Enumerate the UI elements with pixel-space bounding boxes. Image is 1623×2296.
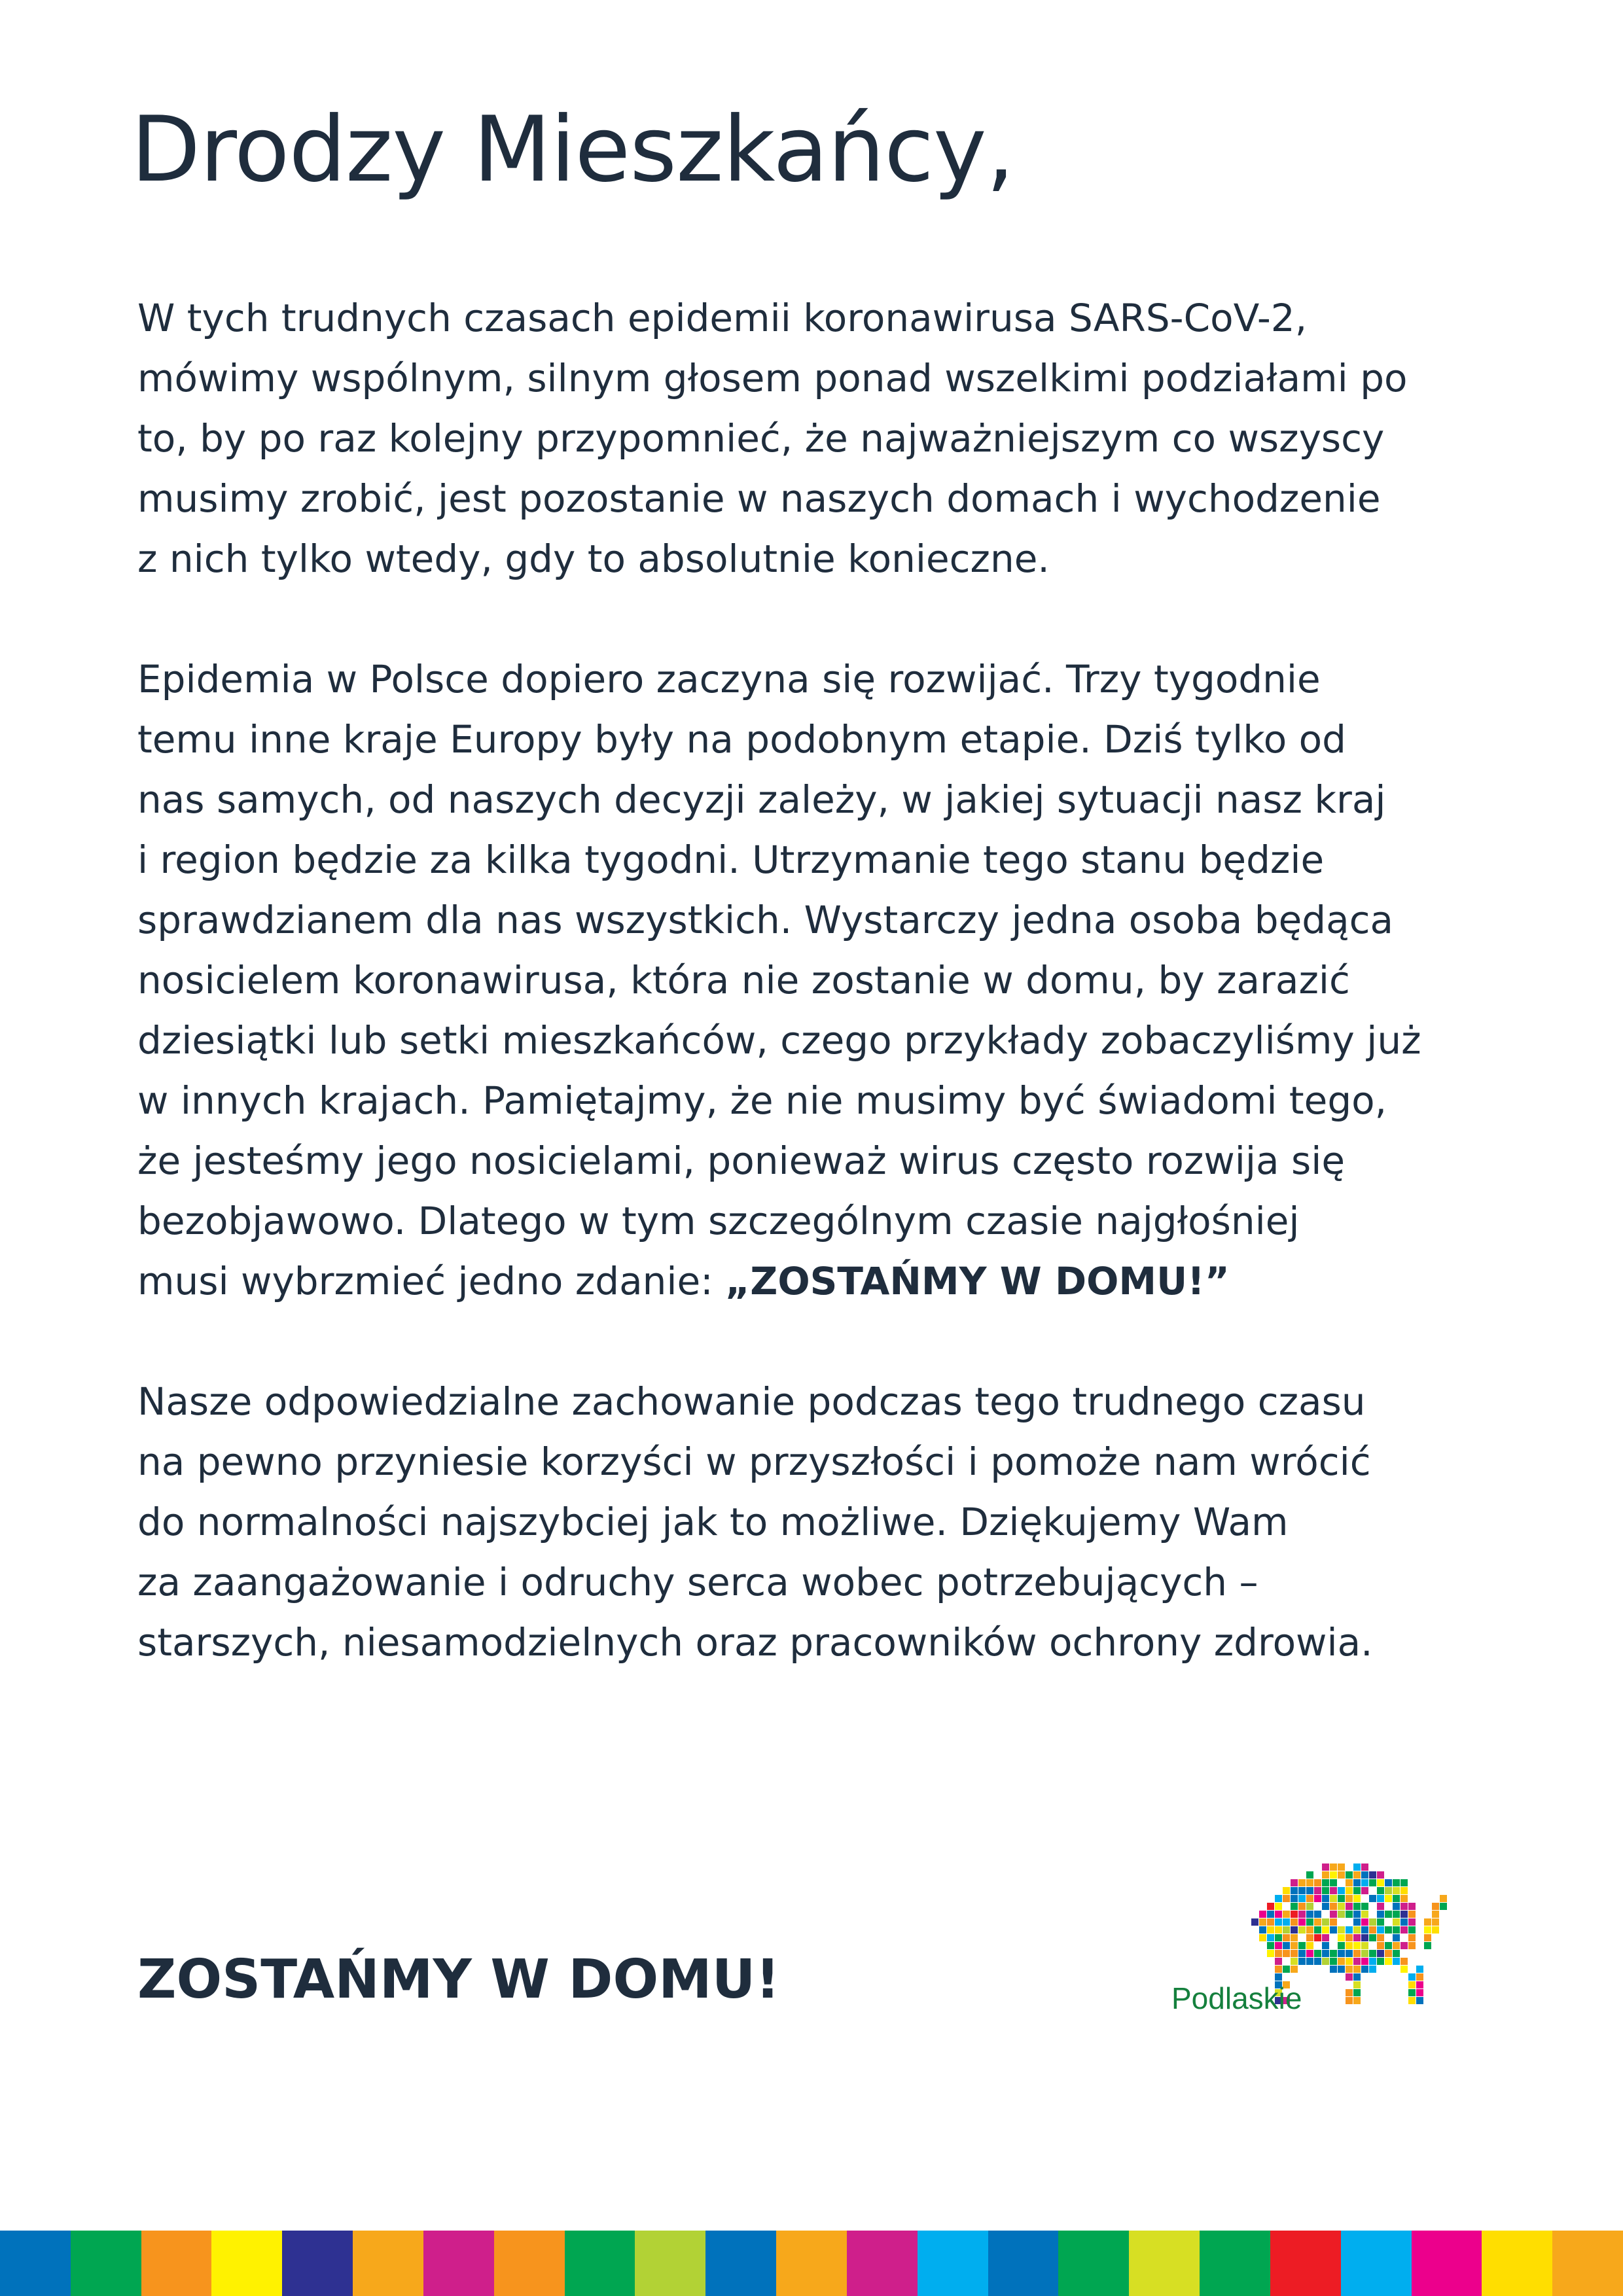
color-stripe bbox=[1200, 2231, 1270, 2296]
logo-pixel bbox=[1298, 1911, 1306, 1918]
logo-pixel bbox=[1408, 1973, 1416, 1981]
logo-pixel bbox=[1283, 1966, 1290, 1973]
logo-pixel bbox=[1369, 1918, 1376, 1926]
logo-pixel bbox=[1408, 1942, 1416, 1949]
logo-pixel bbox=[1393, 1934, 1400, 1941]
logo-pixel bbox=[1338, 1863, 1345, 1871]
logo-pixel bbox=[1424, 1942, 1431, 1949]
logo-pixel bbox=[1416, 1981, 1423, 1988]
logo-pixel bbox=[1393, 1950, 1400, 1957]
logo-pixel bbox=[1346, 1903, 1353, 1910]
logo-pixel bbox=[1346, 1958, 1353, 1965]
text-line: w innych krajach. Pamiętajmy, że nie musimy być świadomi tego, bbox=[137, 1078, 1387, 1123]
logo-pixel bbox=[1424, 1926, 1431, 1934]
logo-pixel bbox=[1377, 1887, 1384, 1894]
logo-pixel bbox=[1361, 1934, 1368, 1941]
logo-pixel bbox=[1322, 1879, 1329, 1886]
logo-pixel bbox=[1267, 1942, 1274, 1949]
logo-pixel bbox=[1275, 1911, 1282, 1918]
color-stripe bbox=[423, 2231, 494, 2296]
logo-pixel bbox=[1432, 1926, 1439, 1934]
logo-pixel bbox=[1267, 1950, 1274, 1957]
logo-pixel bbox=[1314, 1950, 1321, 1957]
text-line: z nich tylko wtedy, gdy to absolutnie konieczne. bbox=[137, 537, 1050, 581]
logo-pixel bbox=[1424, 1918, 1431, 1926]
podlaskie-logo bbox=[1165, 1858, 1479, 2015]
logo-pixel bbox=[1298, 1895, 1306, 1902]
logo-pixel bbox=[1259, 1926, 1266, 1934]
logo-pixel bbox=[1408, 1989, 1416, 1996]
logo-pixel bbox=[1291, 1950, 1298, 1957]
text-line: nas samych, od naszych decyzji zależy, w jakiej sytuacji nasz kraj bbox=[137, 777, 1386, 822]
color-stripe bbox=[211, 2231, 282, 2296]
logo-pixel bbox=[1377, 1911, 1384, 1918]
logo-pixel bbox=[1306, 1942, 1313, 1949]
logo-pixel bbox=[1322, 1926, 1329, 1934]
letter-body bbox=[137, 288, 1499, 1672]
logo-pixel bbox=[1322, 1903, 1329, 1910]
logo-pixel bbox=[1369, 1950, 1376, 1957]
logo-pixel bbox=[1322, 1942, 1329, 1949]
logo-pixel bbox=[1369, 1958, 1376, 1965]
logo-pixel bbox=[1330, 1950, 1337, 1957]
logo-pixel bbox=[1322, 1958, 1329, 1965]
logo-pixel bbox=[1330, 1871, 1337, 1879]
logo-pixel bbox=[1322, 1887, 1329, 1894]
logo-pixel bbox=[1291, 1918, 1298, 1926]
logo-pixel bbox=[1298, 1887, 1306, 1894]
logo-pixel bbox=[1361, 1942, 1368, 1949]
logo-pixel bbox=[1330, 1911, 1337, 1918]
logo-pixel bbox=[1306, 1879, 1313, 1886]
color-stripe bbox=[988, 2231, 1059, 2296]
logo-pixel bbox=[1369, 1926, 1376, 1934]
logo-pixel bbox=[1330, 1863, 1337, 1871]
logo-pixel bbox=[1346, 1973, 1353, 1981]
text-line: mówimy wspólnym, silnym głosem ponad wszelkimi podziałami po bbox=[137, 356, 1408, 400]
color-stripe bbox=[1552, 2231, 1623, 2296]
logo-pixel bbox=[1330, 1903, 1337, 1910]
logo-pixel bbox=[1400, 1942, 1408, 1949]
logo-pixel bbox=[1314, 1958, 1321, 1965]
logo-pixel bbox=[1432, 1911, 1439, 1918]
logo-pixel bbox=[1416, 1973, 1423, 1981]
logo-pixel bbox=[1369, 1879, 1376, 1886]
logo-pixel bbox=[1330, 1887, 1337, 1894]
logo-pixel bbox=[1267, 1926, 1274, 1934]
logo-pixel bbox=[1353, 1903, 1361, 1910]
color-stripe bbox=[353, 2231, 423, 2296]
text-line: że jesteśmy jego nosicielami, ponieważ wirus często rozwija się bbox=[137, 1139, 1346, 1183]
logo-pixel bbox=[1416, 1989, 1423, 1996]
logo-pixel bbox=[1314, 1918, 1321, 1926]
logo-pixel bbox=[1361, 1887, 1368, 1894]
logo-pixel bbox=[1393, 1895, 1400, 1902]
logo-pixel bbox=[1322, 1863, 1329, 1871]
logo-pixel bbox=[1393, 1926, 1400, 1934]
logo-pixel bbox=[1275, 1926, 1282, 1934]
color-stripe bbox=[776, 2231, 847, 2296]
logo-pixel bbox=[1306, 1887, 1313, 1894]
logo-pixel bbox=[1393, 1942, 1400, 1949]
logo-pixel bbox=[1353, 1942, 1361, 1949]
logo-pixel bbox=[1377, 1918, 1384, 1926]
logo-pixel bbox=[1353, 1895, 1361, 1902]
paragraph-3 bbox=[137, 1371, 1499, 1672]
logo-pixel bbox=[1377, 1895, 1384, 1902]
logo-pixel bbox=[1416, 1997, 1423, 2004]
logo-pixel bbox=[1322, 1871, 1329, 1879]
logo-pixel bbox=[1267, 1918, 1274, 1926]
logo-pixel bbox=[1353, 1934, 1361, 1941]
logo-pixel bbox=[1330, 1958, 1337, 1965]
slogan: ZOSTAŃMY W DOMU! bbox=[137, 1949, 780, 2011]
logo-pixel bbox=[1314, 1934, 1321, 1941]
logo-label: Podlaskie bbox=[1171, 1981, 1302, 2015]
logo-pixel bbox=[1385, 1895, 1392, 1902]
logo-pixel bbox=[1408, 1918, 1416, 1926]
logo-pixel bbox=[1322, 1895, 1329, 1902]
logo-pixel bbox=[1291, 1887, 1298, 1894]
logo-pixel bbox=[1330, 1879, 1337, 1886]
logo-pixel bbox=[1283, 1950, 1290, 1957]
logo-pixel bbox=[1259, 1911, 1266, 1918]
logo-pixel bbox=[1393, 1903, 1400, 1910]
logo-pixel bbox=[1267, 1903, 1274, 1910]
color-stripe bbox=[494, 2231, 565, 2296]
logo-pixel bbox=[1353, 1966, 1361, 1973]
logo-pixel bbox=[1400, 1926, 1408, 1934]
logo-pixel bbox=[1338, 1911, 1345, 1918]
color-stripe bbox=[1412, 2231, 1482, 2296]
text-line: sprawdzianem dla nas wszystkich. Wystarczy jedna osoba będąca bbox=[137, 898, 1394, 942]
logo-pixel bbox=[1361, 1958, 1368, 1965]
logo-pixel bbox=[1338, 1966, 1345, 1973]
logo-pixel bbox=[1424, 1934, 1431, 1941]
logo-pixel bbox=[1353, 1926, 1361, 1934]
logo-pixel bbox=[1361, 1950, 1368, 1957]
logo-pixel bbox=[1400, 1918, 1408, 1926]
logo-pixel bbox=[1400, 1958, 1408, 1965]
color-stripe bbox=[1341, 2231, 1412, 2296]
logo-pixel bbox=[1377, 1942, 1384, 1949]
logo-pixel bbox=[1346, 1895, 1353, 1902]
logo-pixel bbox=[1283, 1911, 1290, 1918]
logo-pixel bbox=[1298, 1918, 1306, 1926]
color-stripe bbox=[705, 2231, 776, 2296]
logo-pixel bbox=[1346, 1966, 1353, 1973]
logo-pixel bbox=[1361, 1871, 1368, 1879]
logo-pixel bbox=[1346, 1950, 1353, 1957]
logo-pixel bbox=[1369, 1871, 1376, 1879]
logo-pixel bbox=[1361, 1966, 1368, 1973]
text-line: na pewno przyniesie korzyści w przyszłości i pomoże nam wrócić bbox=[137, 1439, 1371, 1484]
logo-pixel bbox=[1361, 1903, 1368, 1910]
logo-pixel bbox=[1361, 1879, 1368, 1886]
text-line: i region będzie za kilka tygodni. Utrzymanie tego stanu będzie bbox=[137, 838, 1325, 882]
logo-pixel bbox=[1346, 1871, 1353, 1879]
logo-pixel bbox=[1385, 1942, 1392, 1949]
logo-pixel bbox=[1338, 1895, 1345, 1902]
logo-pixel bbox=[1338, 1958, 1345, 1965]
text-line: dziesiątki lub setki mieszkańców, czego przykłady zobaczyliśmy już bbox=[137, 1018, 1421, 1063]
logo-pixel bbox=[1400, 1966, 1408, 1973]
logo-pixel bbox=[1400, 1895, 1408, 1902]
logo-pixel bbox=[1330, 1895, 1337, 1902]
logo-pixel bbox=[1346, 1934, 1353, 1941]
logo-pixel bbox=[1291, 1879, 1298, 1886]
logo-pixel bbox=[1377, 1871, 1384, 1879]
logo-pixel bbox=[1361, 1918, 1368, 1926]
logo-pixel bbox=[1275, 1973, 1282, 1981]
logo-pixel bbox=[1298, 1950, 1306, 1957]
color-stripe bbox=[1058, 2231, 1129, 2296]
logo-pixel bbox=[1275, 1942, 1282, 1949]
logo-pixel bbox=[1275, 1934, 1282, 1941]
logo-pixel bbox=[1322, 1934, 1329, 1941]
logo-pixel bbox=[1353, 1989, 1361, 1996]
logo-pixel bbox=[1393, 1958, 1400, 1965]
logo-pixel bbox=[1346, 1911, 1353, 1918]
logo-pixel bbox=[1377, 1950, 1384, 1957]
logo-pixel bbox=[1408, 1911, 1416, 1918]
logo-pixel bbox=[1338, 1887, 1345, 1894]
logo-pixel bbox=[1361, 1911, 1368, 1918]
logo-pixel bbox=[1400, 1879, 1408, 1886]
logo-pixel bbox=[1275, 1918, 1282, 1926]
logo-pixel bbox=[1314, 1926, 1321, 1934]
text-line: bezobjawowo. Dlatego w tym szczególnym czasie najgłośniej bbox=[137, 1199, 1300, 1243]
logo-pixel bbox=[1338, 1934, 1345, 1941]
logo-pixel bbox=[1298, 1926, 1306, 1934]
logo-pixel bbox=[1361, 1863, 1368, 1871]
logo-pixel bbox=[1267, 1934, 1274, 1941]
logo-pixel bbox=[1353, 1958, 1361, 1965]
logo-pixel bbox=[1393, 1918, 1400, 1926]
logo-pixel bbox=[1353, 1950, 1361, 1957]
text-line: nosicielem koronawirusa, która nie zostanie w domu, by zarazić bbox=[137, 958, 1350, 1002]
logo-pixel bbox=[1314, 1895, 1321, 1902]
logo-pixel bbox=[1408, 1997, 1416, 2004]
text-line-emphasis bbox=[137, 1251, 1499, 1311]
text-line-prefix: musi wybrzmieć jedno zdanie: bbox=[137, 1259, 726, 1303]
color-stripe bbox=[1482, 2231, 1552, 2296]
logo-pixel bbox=[1291, 1958, 1298, 1965]
paragraph-2 bbox=[137, 649, 1499, 1311]
logo-pixel bbox=[1338, 1871, 1345, 1879]
logo-pixel bbox=[1385, 1950, 1392, 1957]
logo-pixel bbox=[1353, 1918, 1361, 1926]
color-stripe-bar bbox=[0, 2231, 1623, 2296]
logo-pixel bbox=[1267, 1911, 1274, 1918]
logo-pixel bbox=[1306, 1950, 1313, 1957]
logo-pixel bbox=[1283, 1942, 1290, 1949]
logo-pixel bbox=[1385, 1879, 1392, 1886]
logo-pixel bbox=[1385, 1926, 1392, 1934]
logo-pixel bbox=[1306, 1911, 1313, 1918]
logo-pixel bbox=[1306, 1903, 1313, 1910]
logo-pixel bbox=[1346, 1887, 1353, 1894]
logo-pixel bbox=[1314, 1887, 1321, 1894]
logo-pixel bbox=[1353, 1863, 1361, 1871]
logo-pixel bbox=[1291, 1926, 1298, 1934]
logo-pixel bbox=[1385, 1911, 1392, 1918]
color-stripe bbox=[847, 2231, 918, 2296]
logo-pixel bbox=[1353, 1911, 1361, 1918]
logo-pixel bbox=[1283, 1934, 1290, 1941]
color-stripe bbox=[1270, 2231, 1341, 2296]
logo-pixel bbox=[1432, 1918, 1439, 1926]
logo-pixel bbox=[1377, 1934, 1384, 1941]
logo-pixel bbox=[1314, 1911, 1321, 1918]
stay-home-emphasis: „ZOSTAŃMY W DOMU!” bbox=[725, 1259, 1230, 1303]
logo-pixel bbox=[1330, 1926, 1337, 1934]
logo-pixel bbox=[1330, 1966, 1337, 1973]
color-stripe bbox=[141, 2231, 212, 2296]
logo-pixel bbox=[1408, 1903, 1416, 1910]
logo-pixel bbox=[1393, 1879, 1400, 1886]
logo-pixel bbox=[1369, 1934, 1376, 1941]
logo-pixel bbox=[1408, 1934, 1416, 1941]
color-stripe bbox=[0, 2231, 71, 2296]
paragraph-1 bbox=[137, 288, 1499, 589]
logo-pixel bbox=[1353, 1973, 1361, 1981]
logo-pixel bbox=[1298, 1903, 1306, 1910]
logo-pixel bbox=[1275, 1950, 1282, 1957]
logo-pixel bbox=[1408, 1926, 1416, 1934]
logo-pixel bbox=[1408, 1981, 1416, 1988]
logo-pixel bbox=[1306, 1871, 1313, 1879]
text-line: do normalności najszybciej jak to możliwe. Dziękujemy Wam bbox=[137, 1500, 1289, 1544]
color-stripe bbox=[565, 2231, 635, 2296]
logo-pixel bbox=[1275, 1966, 1282, 1973]
logo-pixel bbox=[1338, 1926, 1345, 1934]
logo-pixel bbox=[1346, 1989, 1353, 1996]
logo-pixel bbox=[1306, 1918, 1313, 1926]
logo-pixel bbox=[1400, 1887, 1408, 1894]
color-stripe bbox=[71, 2231, 141, 2296]
logo-pixel bbox=[1377, 1958, 1384, 1965]
text-line: starszych, niesamodzielnych oraz pracowników ochrony zdrowia. bbox=[137, 1620, 1373, 1665]
logo-pixel bbox=[1314, 1879, 1321, 1886]
text-line: W tych trudnych czasach epidemii koronawirusa SARS-CoV-2, bbox=[137, 296, 1308, 340]
text-line: temu inne kraje Europy były na podobnym etapie. Dziś tylko od bbox=[137, 717, 1346, 762]
logo-pixel bbox=[1346, 1879, 1353, 1886]
logo-pixel bbox=[1306, 1958, 1313, 1965]
logo-pixel bbox=[1259, 1918, 1266, 1926]
logo-pixel bbox=[1440, 1903, 1447, 1910]
page-title: Drodzy Mieszkańcy, bbox=[131, 97, 1014, 202]
logo-pixel bbox=[1275, 1895, 1282, 1902]
logo-pixel bbox=[1353, 1997, 1361, 2004]
logo-pixel bbox=[1377, 1879, 1384, 1886]
logo-pixel bbox=[1298, 1958, 1306, 1965]
logo-pixel bbox=[1393, 1887, 1400, 1894]
color-stripe bbox=[918, 2231, 988, 2296]
logo-pixel bbox=[1353, 1981, 1361, 1988]
logo-pixel bbox=[1400, 1911, 1408, 1918]
logo-pixel bbox=[1275, 1903, 1282, 1910]
logo-pixel bbox=[1283, 1887, 1290, 1894]
logo-pixel bbox=[1298, 1942, 1306, 1949]
text-line: za zaangażowanie i odruchy serca wobec potrzebujących – bbox=[137, 1560, 1258, 1604]
logo-pixel bbox=[1346, 1997, 1353, 2004]
logo-pixel bbox=[1306, 1934, 1313, 1941]
color-stripe bbox=[1129, 2231, 1200, 2296]
logo-pixel bbox=[1393, 1911, 1400, 1918]
logo-pixel bbox=[1338, 1903, 1345, 1910]
logo-pixel bbox=[1440, 1895, 1447, 1902]
color-stripe bbox=[635, 2231, 705, 2296]
text-line: musimy zrobić, jest pozostanie w naszych domach i wychodzenie bbox=[137, 476, 1381, 521]
logo-pixel bbox=[1291, 1934, 1298, 1941]
logo-pixel bbox=[1291, 1903, 1298, 1910]
logo-pixel bbox=[1353, 1879, 1361, 1886]
logo-pixel bbox=[1306, 1895, 1313, 1902]
logo-pixel bbox=[1400, 1903, 1408, 1910]
text-line: Epidemia w Polsce dopiero zaczyna się rozwijać. Trzy tygodnie bbox=[137, 657, 1321, 701]
logo-pixel bbox=[1322, 1950, 1329, 1957]
logo-pixel bbox=[1385, 1958, 1392, 1965]
logo-pixel bbox=[1369, 1895, 1376, 1902]
text-line: to, by po raz kolejny przypomnieć, że najważniejszym co wszyscy bbox=[137, 416, 1385, 461]
logo-pixel bbox=[1369, 1966, 1376, 1973]
logo-pixel bbox=[1283, 1895, 1290, 1902]
logo-pixel bbox=[1338, 1950, 1345, 1957]
logo-pixel bbox=[1377, 1926, 1384, 1934]
color-stripe bbox=[282, 2231, 353, 2296]
logo-pixel bbox=[1275, 1958, 1282, 1965]
logo-pixel bbox=[1416, 1966, 1423, 1973]
logo-pixel bbox=[1298, 1879, 1306, 1886]
logo-pixel bbox=[1346, 1926, 1353, 1934]
logo-pixel bbox=[1291, 1942, 1298, 1949]
logo-pixel bbox=[1432, 1903, 1439, 1910]
logo-pixel bbox=[1338, 1942, 1345, 1949]
logo-pixel bbox=[1259, 1934, 1266, 1941]
logo-pixel bbox=[1361, 1926, 1368, 1934]
logo-pixel bbox=[1283, 1918, 1290, 1926]
logo-pixel bbox=[1377, 1903, 1384, 1910]
logo-pixel bbox=[1291, 1895, 1298, 1902]
logo-pixel bbox=[1322, 1918, 1329, 1926]
text-line: Nasze odpowiedzialne zachowanie podczas tego trudnego czasu bbox=[137, 1379, 1366, 1424]
logo-pixel bbox=[1291, 1966, 1298, 1973]
logo-pixel bbox=[1291, 1911, 1298, 1918]
logo-pixel bbox=[1330, 1918, 1337, 1926]
logo-pixel bbox=[1346, 1942, 1353, 1949]
logo-pixel bbox=[1353, 1871, 1361, 1879]
logo-pixel bbox=[1283, 1926, 1290, 1934]
logo-pixel bbox=[1306, 1926, 1313, 1934]
logo-pixel bbox=[1251, 1918, 1258, 1926]
logo-pixel bbox=[1385, 1887, 1392, 1894]
logo-pixel bbox=[1353, 1887, 1361, 1894]
